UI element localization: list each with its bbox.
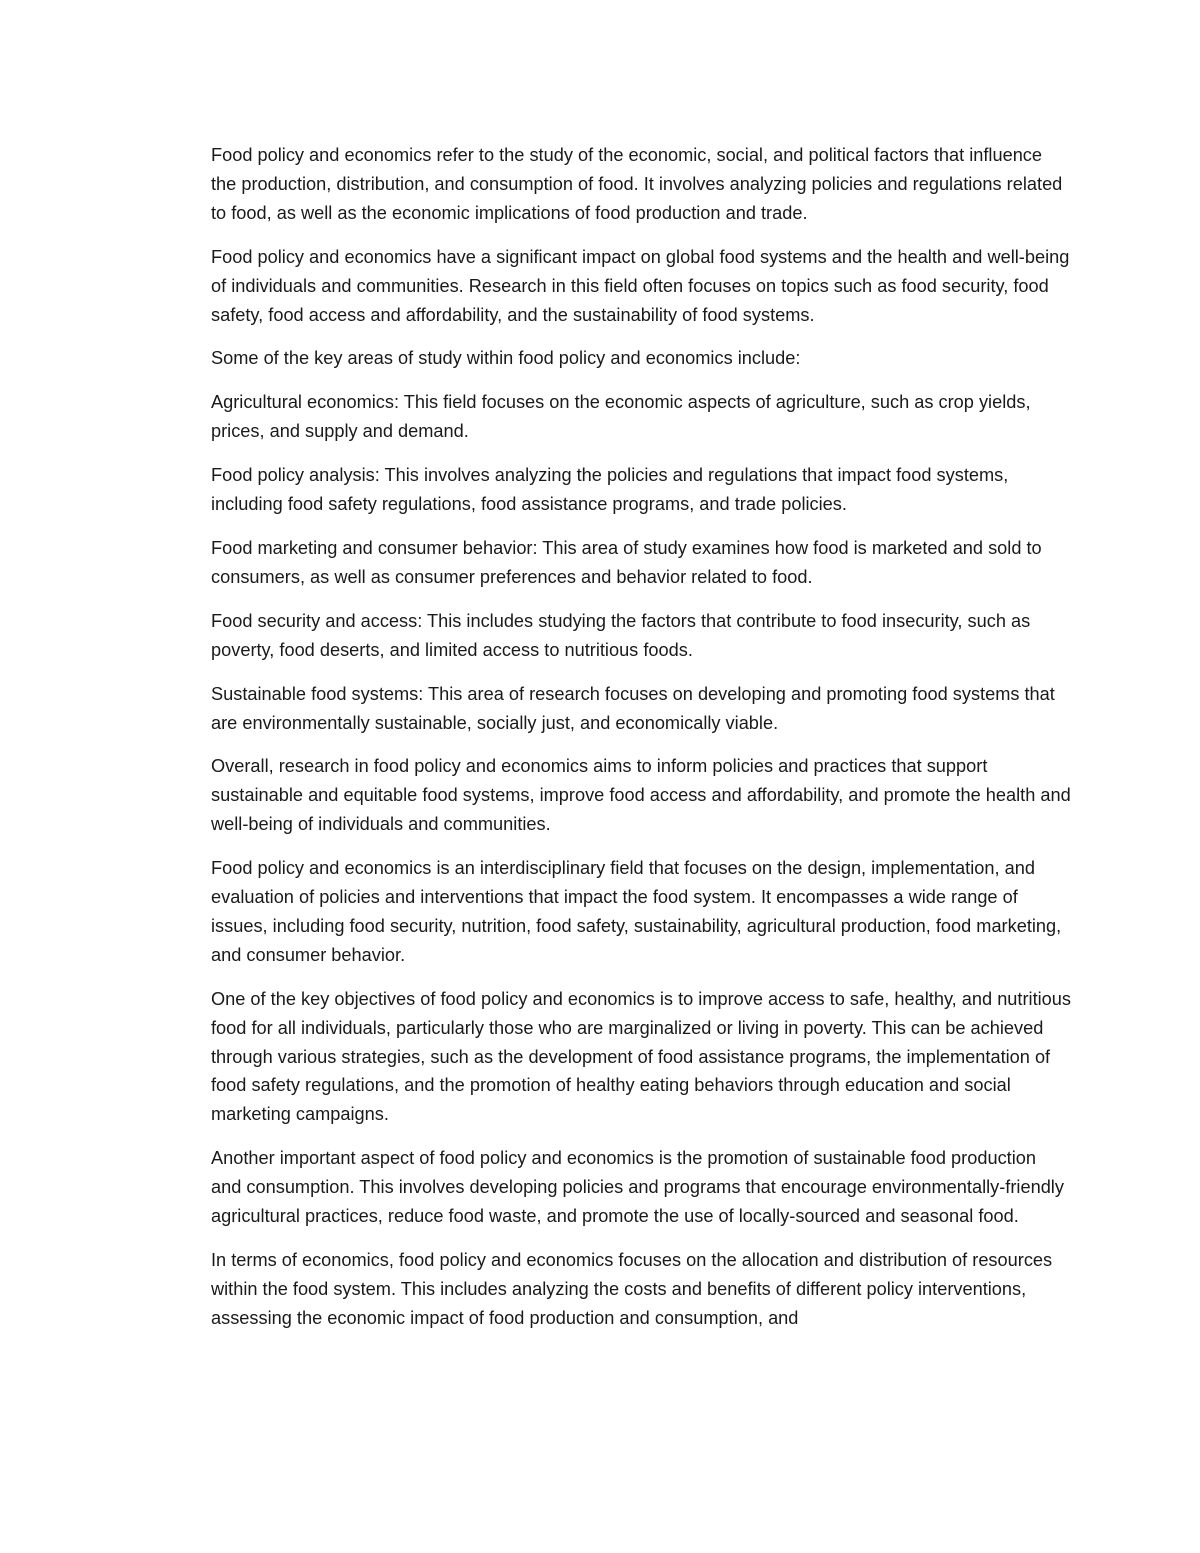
paragraph-food-policy-analysis: Food policy analysis: This involves analyzing the policies and regulations that impact food systems, including food safety regulations, food assistance programs, and trade policies.: [211, 465, 1009, 515]
paragraph-key-objectives: One of the key objectives of food policy and economics is to improve access to safe, healthy, and nutritious food for all individuals, particularly those who are marginalized or living in poverty. This can be achieved through various strategies, such as the development of food assistance programs, the implementation of food safety regulations, and the promotion of healthy eating behaviors through education and social marketing campaigns.: [211, 988, 1071, 1125]
paragraph-interdisciplinary: Food policy and economics is an interdisciplinary field that focuses on the design, implementation, and evaluation of policies and interventions that impact the food system. It encompasses a wide range of issues, including food security, nutrition, food safety, sustainability, agricultural production, food marketing, and consumer behavior.: [211, 858, 1062, 965]
paragraph-economics-terms: In terms of economics, food policy and economics focuses on the allocation and distribution of resources within the food system. This includes analyzing the costs and benefits of different policy interventions, assessing the economic impact of food production and consumption, and: [211, 1250, 1053, 1328]
paragraph-key-areas-intro: Some of the key areas of study within food policy and economics include:: [211, 348, 801, 369]
paragraph-sustainable-systems: Sustainable food systems: This area of research focuses on developing and promoting food systems that are environmentally sustainable, socially just, and economically viable.: [211, 683, 1055, 733]
paragraph-sustainable-production: Another important aspect of food policy and economics is the promotion of sustainable food production and consumption. This involves developing policies and programs that encourage environmentally-friendly agricultural practices, reduce food waste, and promote the use of locally-sourced and seasonal food.: [211, 1148, 1064, 1227]
paragraph-impact: Food policy and economics have a significant impact on global food systems and the health and well-being of individuals and communities. Research in this field often focuses on topics such as food security, food safety, food access and affordability, and the sustainability of food systems.: [211, 246, 1070, 325]
paragraph-overall: Overall, research in food policy and economics aims to inform policies and practices that support sustainable and equitable food systems, improve food access and affordability, and promote the health and well-being of individuals and communities.: [211, 756, 1071, 835]
paragraph-agricultural-economics: Agricultural economics: This field focuses on the economic aspects of agriculture, such as crop yields, prices, and supply and demand.: [211, 392, 1031, 442]
document-body: [211, 141, 1071, 1348]
paragraph-food-marketing: Food marketing and consumer behavior: This area of study examines how food is marketed and sold to consumers, as well as consumer preferences and behavior related to food.: [211, 537, 1042, 587]
paragraph-definition: Food policy and economics refer to the study of the economic, social, and political factors that influence the production, distribution, and consumption of food. It involves analyzing policies and regulations related to food, as well as the economic implications of food production and trade.: [211, 145, 1063, 223]
paragraph-food-security: Food security and access: This includes studying the factors that contribute to food insecurity, such as poverty, food deserts, and limited access to nutritious foods.: [211, 610, 1031, 660]
